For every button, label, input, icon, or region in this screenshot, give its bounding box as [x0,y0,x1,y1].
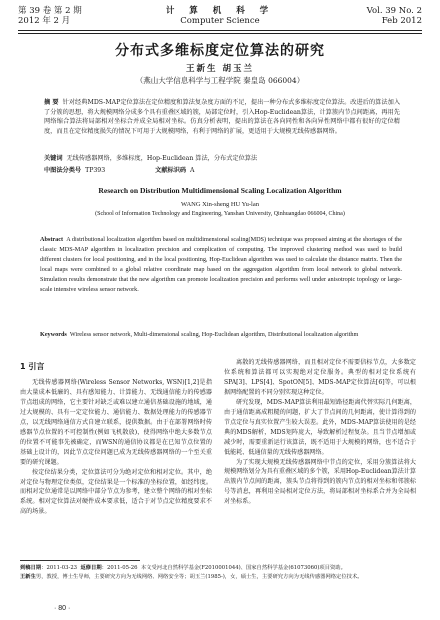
volume-line: 第 39 卷 第 2 期 [18,6,82,16]
paper-title-en: Research on Distribution Multidimensional Scaling Localization Algorithm [98,186,342,195]
body-paragraph: 研究发现，MDS-MAP算法利用最短路径距离代替实际几何距离，由于通信距离成粗糙的问题，扩大了节点间的几何距离，使计算得到的节点定位与真实位置产生较大误差。此外，MDS-MAP算法使用的是经典的MDS解析，MDS矩阵庞大，导致解析过程复杂。且当节点增加或减少时，需要重新运行该算法，既不适用于大规模的网络，也不适合于低能耗、低通信量的无线传感器网络。 [224,398,416,456]
journal-header [18,6,422,34]
classification-cn [44,166,400,175]
keywords-cn-label: 关键词 [44,155,63,162]
volume-en [367,6,422,26]
author-bio-label: 王新生 [20,573,36,580]
header-rule-thin [18,33,422,34]
clc-value: TP393 [85,167,106,174]
fund-text: 本文受河北自然科学基金(F2010001044)、国家自然科学基金(61073060)项目资助。 [140,565,346,571]
body-paragraph: 无线传感器网络(Wireless Sensor Networks, WSN)[1,2]是指由大量成本低廉的、具有感知能力、计算能力、无线通信能力的传感器节点组成的网络，它主要针对缺乏或难以建立通信基础设施的地域，通过大规模的、具有一定定位能力、通信能力、数据处理能力的传感器节点，以无线网络通信方式自建立联系，提供数据。由于在部署网络时传感器节点位置的不可控制性(例如飞机散放)，使得网络中绝大多数节点的位置不可能事先被确定，而WSN的通信协议都是在已知节点位置的基础上设计的，因此节点定位问题已成为无线传感器网络的一个至关重要的研究课题。 [20,379,212,466]
date-line-cn: 2012 年 2 月 [18,16,71,26]
journal-name-en: Computer Science [180,16,260,26]
body-paragraph: 为了实现大规模无线传感器网络中节点的定位，采用分簇算法将大规模网络划分为具有重叠区域的多个簇，采用Hop-Euclidean算法计算出簇内节点间的距离，簇头节点将得到的簇内节点的相对坐标和邻簇标号等消息，再利用全局相对定位方法，将局部相对坐标系合并为全局相对坐标系。 [224,458,416,506]
body-paragraph: 离散的无线传感器网络，而且相对定位不需要信标节点，大多数定位系统和算法都可以实现绝对定位服务。典型的相对定位系统有SPA[3]、LPS[4]、SpotON[5]、MDS-MAP定位算法[6]等，可以根据网络配置的不同分别实现这种定位。 [224,359,416,396]
received-date: 2011-03-23 [46,565,78,571]
received-label: 到稿日期 [20,565,42,571]
abstract-en [40,235,402,295]
keywords-cn [44,154,400,163]
body-column-left [20,358,212,517]
keywords-cn-text: 无线传感器网络，多维标度，Hop-Euclidean 算法，分布式定位算法 [66,155,258,162]
page-number: · 80 · [54,605,71,612]
footnote-rule [20,560,140,561]
journal-name-cn: 计 算 机 科 学 [165,6,275,16]
keywords-en-label: Keywords [40,331,67,338]
doc-code-value: A [190,167,195,174]
abstract-en-text: A distributional localization algorithm based on multidimensional scaling(MDS) technique was proposed aiming at the shortages of the classic MDS-MAP algorithm in localization precision and complication of computing. The improved clustering method was used to build different clusters for local positioning, and in the local positioning, Hop-Euclidean algorithm was used to calculate the distance matrix. Then the local maps were combined to a global relative coordinate map based on the aggregation algorithm from local network to global network. Simulation results demonstrate that the new algorithm can promote localization precision and performs well under anisotropic topology or large-scale intensive wireless sensor network. [40,236,403,293]
authors-cn: 王新生 胡玉兰 [186,64,254,74]
footnote [20,564,420,581]
abstract-cn-text: 针对经典MDS-MAP定位算法在定位精度和算法复杂度方面的不足，提出一种分布式多维标度定位算法。改进后的算法加入了分簇的思想，将大规模网络分成多个具有重叠区域的簇，局部定位时，引入Hop-Euclidean算法，计算簇内节点间距离，再用先网络缩合算法将局部相对坐标合并成全局相对坐标。仿真分析表明，提出的算法在各向同性和各向异性网络中都有很好的定位精度，而且在定位精度损失的情况下可用于大规模网络，有利于网络的扩展，更适用于大规模无线传感器网络。 [44,99,401,135]
paper-title-cn: 分布式多维标度定位算法的研究 [115,43,325,59]
abstract-cn [44,98,400,136]
keywords-en-text: Wireless sensor network, Multi-dimensional scaling, Hop-Euclidean algorithm, Distributional localization algorithm [69,331,359,338]
abstract-en-label: Abstract [40,236,64,243]
date-line-en: Feb 2012 [381,16,422,26]
returned-label: 返修日期 [80,565,102,571]
clc-label: 中图法分类号 [44,167,82,174]
section-heading-intro: 1 引言 [20,362,45,371]
footnote-dates-fund: 到稿日期：2011-03-23 返修日期：2011-05-26 本文受河北自然科学基金(F2010001044)、国家自然科学基金(61073060)项目资助。 [20,565,346,571]
abstract-cn-label: 摘 要 [44,99,59,106]
keywords-en [40,330,402,340]
body-column-right [224,358,416,507]
body-paragraph: 按定位结果分类，定位算法可分为绝对定位和相对定位。其中，绝对定位与物理定位类似，定位结果是一个标准的坐标位置，如经纬度。而相对定位通常是以网络中部分节点为参考，建立整个网络的相对坐标系统。相对定位算法对硬件成本要求低，适合于对节点定位精度要求不高的场景。 [20,468,212,516]
authors-en: WANG Xin-sheng HU Yu-lan [181,201,259,208]
volume-line-en: Vol. 39 No. 2 [366,6,422,16]
doc-code-label: 文献标识码 [155,167,187,174]
journal-name [18,6,422,26]
author-bio-text: 男，教授，博士生导师，主要研究方向为无线网络、网络安全等；胡玉兰(1985-)，女，硕士生，主要研究方向为无线传感器网络定位技术。 [35,573,363,580]
header-rule [18,30,422,31]
affiliation-cn: （燕山大学信息科学与工程学院 秦皇岛 066004） [135,76,305,85]
returned-date: 2011-05-26 [106,565,138,571]
affiliation-en: (School of Information Technology and Engineering, Yanshan University, Qinhuangdao 066004, China) [95,211,345,217]
footnote-authors [20,573,420,582]
